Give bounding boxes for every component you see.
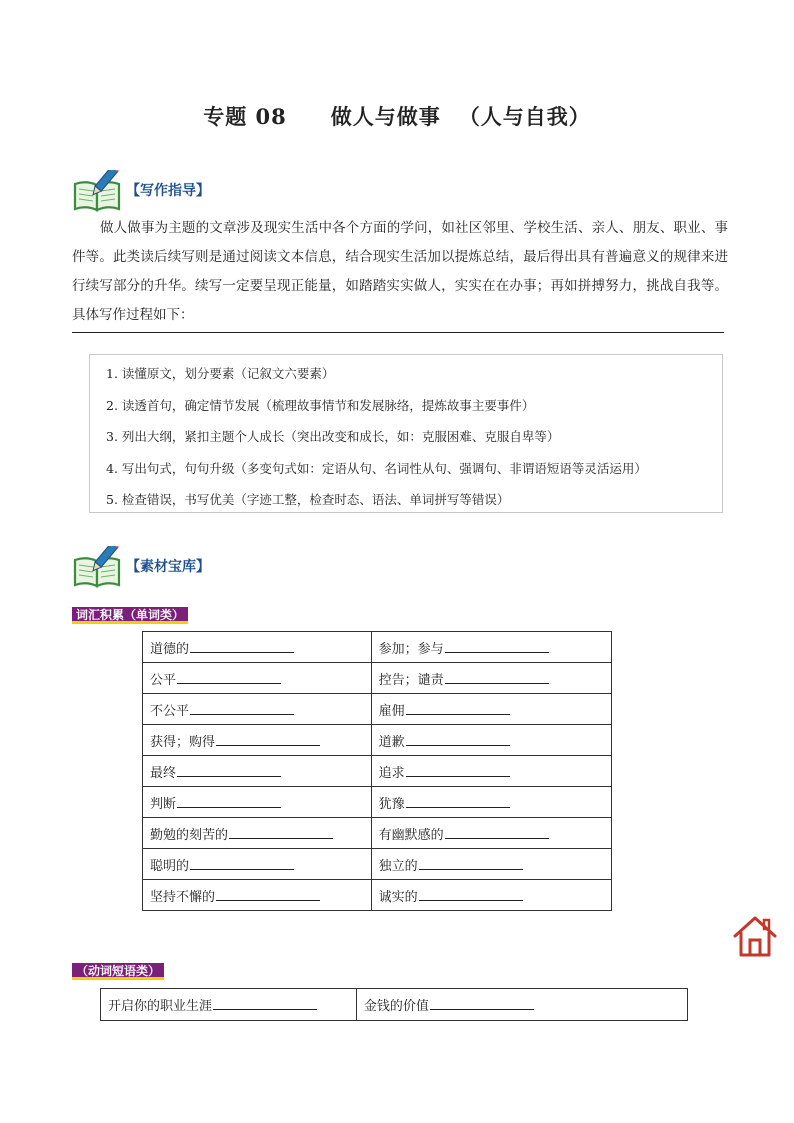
- answer-blank[interactable]: [419, 888, 523, 901]
- answer-blank[interactable]: [445, 826, 549, 839]
- cell-term: 判断: [150, 796, 177, 812]
- table-cell: [143, 818, 372, 849]
- steps-box: [89, 354, 723, 513]
- answer-blank[interactable]: [190, 857, 294, 870]
- answer-blank[interactable]: [419, 857, 523, 870]
- table-row: [143, 694, 612, 725]
- cell-term: 最终: [150, 765, 177, 781]
- vocab-tag: 词汇积累（单词类）: [72, 607, 188, 624]
- materials-label: 【素材宝库】: [126, 559, 210, 575]
- page-title: [0, 101, 794, 131]
- table-cell: [143, 694, 372, 725]
- home-icon[interactable]: [731, 914, 779, 958]
- cell-term: 追求: [378, 765, 405, 781]
- phrase-tag: （动词短语类）: [72, 963, 164, 980]
- step-item: 2. 读透首句，确定情节发展（梳理故事情节和发展脉络，提炼故事主要事件）: [106, 398, 535, 413]
- table-cell: [371, 663, 611, 694]
- answer-blank[interactable]: [216, 733, 320, 746]
- table-cell: [371, 632, 611, 663]
- answer-blank[interactable]: [177, 764, 281, 777]
- title-series: 专题 08: [203, 104, 287, 129]
- answer-blank[interactable]: [445, 671, 549, 684]
- book-pencil-icon: [72, 546, 124, 588]
- table-cell: [371, 725, 611, 756]
- answer-blank[interactable]: [216, 888, 320, 901]
- table-row: [143, 725, 612, 756]
- cell-term: 勤勉的刻苦的: [150, 827, 229, 843]
- table-row: [143, 787, 612, 818]
- title-theme: （人与自我）: [458, 104, 591, 129]
- table-cell: [371, 694, 611, 725]
- guide-paragraph: 做人做事为主题的文章涉及现实生活中各个方面的学问，如社区邻里、学校生活、亲人、朋友、职业、事件等。此类读后续写则是通过阅读文本信息，结合现实生活加以提炼总结，最后得出具有普遍意义的规律来进行续写部分的升华。续写一定要呈现正能量，如踏踏实实做人，实实在在办事；再如拼搏努力，挑战自我等。具体写作过程如下：: [72, 220, 728, 323]
- table-cell: [143, 787, 372, 818]
- step-item: 4. 写出句式，句句升级（多变句式如：定语从句、名词性从句、强调句、非谓语短语等灵活运用）: [106, 461, 647, 476]
- answer-blank[interactable]: [406, 795, 510, 808]
- table-cell: [371, 849, 611, 880]
- answer-blank[interactable]: [229, 826, 333, 839]
- cell-term: 雇佣: [378, 703, 405, 719]
- cell-term: 有幽默感的: [378, 827, 444, 843]
- phrase-table: [100, 988, 688, 1021]
- vocab-table: [142, 631, 612, 911]
- answer-blank[interactable]: [213, 997, 317, 1010]
- table-cell: [143, 849, 372, 880]
- table-cell: [143, 632, 372, 663]
- table-cell: [371, 756, 611, 787]
- table-row: [143, 663, 612, 694]
- table-row: [143, 849, 612, 880]
- divider: [72, 332, 724, 333]
- cell-term: 不公平: [150, 703, 190, 719]
- answer-blank[interactable]: [177, 795, 281, 808]
- answer-blank[interactable]: [177, 671, 281, 684]
- step-item: 1. 读懂原文，划分要素（记叙文六要素）: [106, 366, 335, 381]
- table-cell: [143, 880, 372, 911]
- answer-blank[interactable]: [190, 702, 294, 715]
- cell-term: 坚持不懈的: [150, 889, 216, 905]
- book-pencil-icon: [72, 170, 124, 212]
- writing-guide-label: 【写作指导】: [126, 183, 210, 199]
- answer-blank[interactable]: [430, 997, 534, 1010]
- table-cell: [143, 756, 372, 787]
- step-item: 5. 检查错误，书写优美（字迹工整，检查时态、语法、单词拼写等错误）: [106, 492, 510, 507]
- table-cell: [101, 989, 357, 1021]
- cell-term: 道歉: [378, 734, 405, 750]
- table-cell: [143, 663, 372, 694]
- cell-term: 聪明的: [150, 858, 190, 874]
- answer-blank[interactable]: [406, 764, 510, 777]
- answer-blank[interactable]: [406, 702, 510, 715]
- table-cell: [371, 787, 611, 818]
- table-row: [143, 632, 612, 663]
- answer-blank[interactable]: [406, 733, 510, 746]
- cell-term: 金钱的价值: [363, 999, 429, 1014]
- cell-term: 获得；购得: [150, 734, 216, 750]
- cell-term: 诚实的: [378, 889, 418, 905]
- step-item: 3. 列出大纲，紧扣主题个人成长（突出改变和成长，如：克服困难、克服自卑等）: [106, 429, 560, 444]
- table-cell: [356, 989, 687, 1021]
- table-cell: [143, 725, 372, 756]
- answer-blank[interactable]: [445, 640, 549, 653]
- answer-blank[interactable]: [190, 640, 294, 653]
- table-row: [143, 756, 612, 787]
- table-cell: [371, 818, 611, 849]
- table-cell: [371, 880, 611, 911]
- cell-term: 参加；参与: [378, 641, 444, 657]
- table-row: [143, 818, 612, 849]
- cell-term: 犹豫: [378, 796, 405, 812]
- cell-term: 公平: [150, 672, 177, 688]
- table-row: [143, 880, 612, 911]
- cell-term: 控告；谴责: [378, 672, 444, 688]
- cell-term: 道德的: [150, 641, 190, 657]
- title-topic: 做人与做事: [330, 104, 441, 129]
- cell-term: 开启你的职业生涯: [108, 999, 213, 1014]
- cell-term: 独立的: [378, 858, 418, 874]
- table-row: [101, 989, 688, 1021]
